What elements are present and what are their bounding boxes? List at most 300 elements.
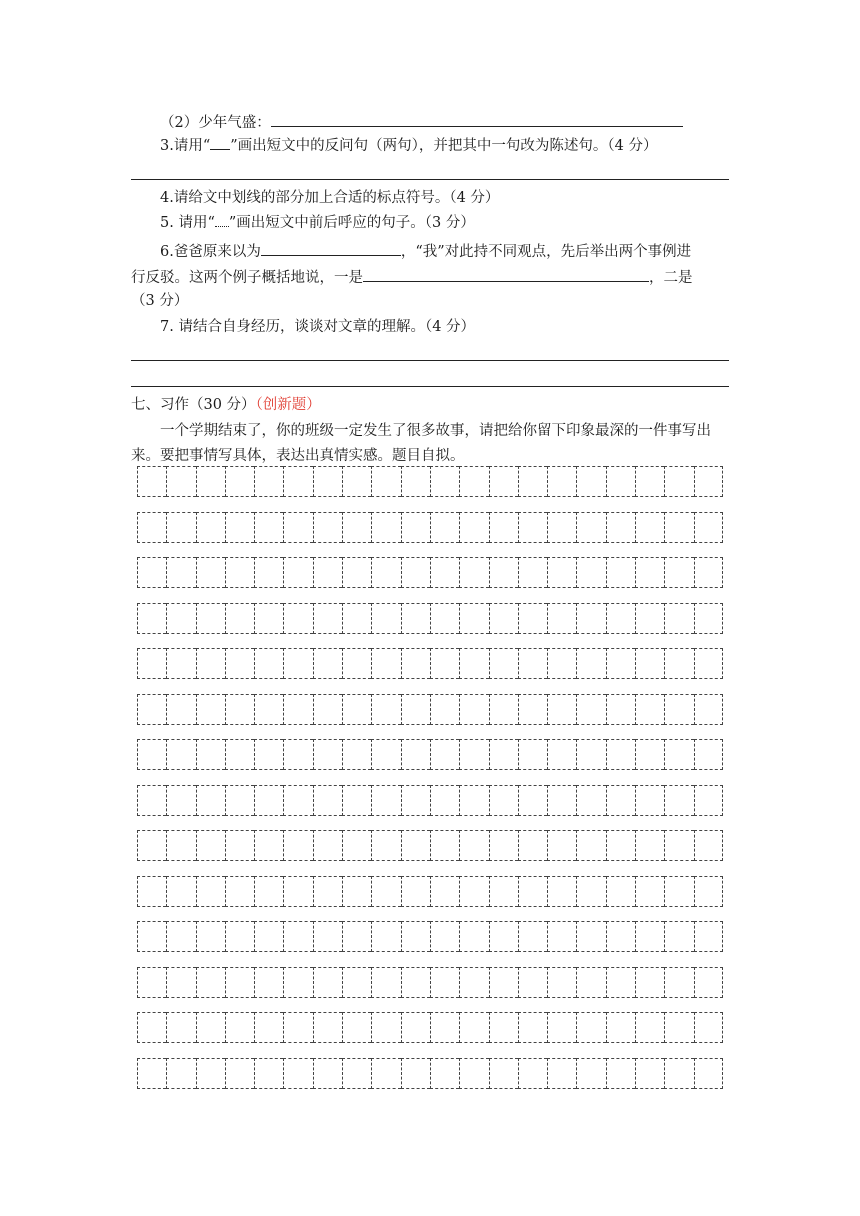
grid-cell[interactable] [489, 466, 518, 497]
grid-cell[interactable] [547, 739, 576, 770]
writing-grid[interactable] [137, 466, 723, 1103]
grid-cell[interactable] [283, 557, 312, 588]
grid-cell[interactable] [401, 921, 430, 952]
grid-cell[interactable] [166, 921, 195, 952]
grid-cell[interactable] [196, 785, 225, 816]
grid-cell[interactable] [342, 785, 371, 816]
grid-cell[interactable] [254, 557, 283, 588]
grid-cell[interactable] [313, 967, 342, 998]
grid-cell[interactable] [547, 830, 576, 861]
grid-cell[interactable] [225, 739, 254, 770]
grid-cell[interactable] [518, 466, 547, 497]
grid-cell[interactable] [371, 1058, 400, 1089]
grid-cell[interactable] [459, 648, 488, 679]
grid-cell[interactable] [430, 785, 459, 816]
grid-cell[interactable] [635, 1012, 664, 1043]
grid-cell[interactable] [576, 557, 605, 588]
grid-cell[interactable] [576, 603, 605, 634]
grid-cell[interactable] [283, 466, 312, 497]
grid-cell[interactable] [401, 967, 430, 998]
grid-cell[interactable] [283, 921, 312, 952]
grid-cell[interactable] [283, 694, 312, 725]
grid-cell[interactable] [430, 603, 459, 634]
grid-row [137, 694, 723, 725]
grid-cell[interactable] [576, 830, 605, 861]
grid-cell[interactable] [342, 921, 371, 952]
grid-cell[interactable] [313, 739, 342, 770]
grid-cell[interactable] [254, 512, 283, 543]
grid-cell[interactable] [576, 876, 605, 907]
grid-cell[interactable] [283, 1058, 312, 1089]
grid-cell[interactable] [489, 648, 518, 679]
grid-cell[interactable] [313, 466, 342, 497]
grid-cell[interactable] [459, 694, 488, 725]
grid-cell[interactable] [518, 785, 547, 816]
grid-cell[interactable] [664, 739, 693, 770]
grid-cell[interactable] [489, 694, 518, 725]
answer-line[interactable] [131, 179, 729, 180]
grid-cell[interactable] [664, 967, 693, 998]
grid-cell[interactable] [489, 1012, 518, 1043]
grid-cell[interactable] [225, 466, 254, 497]
grid-cell[interactable] [430, 466, 459, 497]
grid-cell[interactable] [342, 603, 371, 634]
grid-cell[interactable] [547, 967, 576, 998]
grid-cell[interactable] [430, 967, 459, 998]
grid-cell[interactable] [664, 648, 693, 679]
grid-cell[interactable] [313, 921, 342, 952]
answer-blank[interactable] [363, 266, 649, 282]
grid-cell[interactable] [313, 876, 342, 907]
grid-cell[interactable] [166, 739, 195, 770]
grid-cell[interactable] [635, 648, 664, 679]
grid-cell[interactable] [196, 557, 225, 588]
grid-cell[interactable] [313, 785, 342, 816]
grid-cell[interactable] [225, 876, 254, 907]
grid-cell[interactable] [459, 1058, 488, 1089]
grid-cell[interactable] [606, 921, 635, 952]
grid-cell[interactable] [401, 785, 430, 816]
grid-cell[interactable] [371, 967, 400, 998]
grid-cell[interactable] [635, 557, 664, 588]
grid-cell[interactable] [489, 785, 518, 816]
grid-cell[interactable] [225, 648, 254, 679]
grid-cell[interactable] [342, 1058, 371, 1089]
grid-row [137, 876, 723, 907]
grid-cell[interactable] [254, 603, 283, 634]
grid-cell[interactable] [606, 648, 635, 679]
grid-cell[interactable] [371, 830, 400, 861]
grid-cell[interactable] [166, 830, 195, 861]
grid-cell[interactable] [254, 967, 283, 998]
grid-cell[interactable] [254, 1058, 283, 1089]
grid-cell[interactable] [371, 603, 400, 634]
grid-cell[interactable] [371, 921, 400, 952]
grid-cell[interactable] [430, 694, 459, 725]
question-3-pre: 3.请用“ [160, 138, 211, 154]
grid-cell[interactable] [137, 648, 166, 679]
grid-cell[interactable] [664, 1058, 693, 1089]
grid-cell[interactable] [547, 1058, 576, 1089]
grid-cell[interactable] [254, 921, 283, 952]
grid-cell[interactable] [137, 785, 166, 816]
answer-line[interactable] [131, 360, 729, 361]
grid-cell[interactable] [518, 1058, 547, 1089]
grid-cell[interactable] [459, 739, 488, 770]
grid-cell[interactable] [401, 1058, 430, 1089]
composition-prompt-line1: 一个学期结束了，你的班级一定发生了很多故事，请把给你留下印象最深的一件事写出 [160, 423, 711, 439]
grid-cell[interactable] [518, 1012, 547, 1043]
grid-cell[interactable] [576, 1012, 605, 1043]
grid-cell[interactable] [254, 785, 283, 816]
grid-cell[interactable] [518, 512, 547, 543]
grid-cell[interactable] [371, 557, 400, 588]
grid-cell[interactable] [342, 557, 371, 588]
grid-cell[interactable] [635, 739, 664, 770]
grid-cell[interactable] [489, 876, 518, 907]
grid-cell[interactable] [664, 603, 693, 634]
grid-cell[interactable] [518, 921, 547, 952]
grid-cell[interactable] [283, 830, 312, 861]
grid-cell[interactable] [371, 739, 400, 770]
grid-cell[interactable] [342, 694, 371, 725]
grid-cell[interactable] [137, 557, 166, 588]
grid-cell[interactable] [137, 512, 166, 543]
grid-cell[interactable] [137, 694, 166, 725]
grid-cell[interactable] [342, 1012, 371, 1043]
grid-cell[interactable] [166, 557, 195, 588]
grid-cell[interactable] [576, 648, 605, 679]
grid-cell[interactable] [694, 648, 723, 679]
grid-cell[interactable] [547, 603, 576, 634]
grid-cell[interactable] [401, 603, 430, 634]
grid-cell[interactable] [166, 967, 195, 998]
grid-cell[interactable] [664, 694, 693, 725]
grid-cell[interactable] [196, 739, 225, 770]
grid-cell[interactable] [166, 694, 195, 725]
grid-cell[interactable] [401, 1012, 430, 1043]
grid-row [137, 1012, 723, 1043]
grid-cell[interactable] [635, 967, 664, 998]
grid-cell[interactable] [518, 739, 547, 770]
grid-cell[interactable] [606, 512, 635, 543]
grid-cell[interactable] [166, 1058, 195, 1089]
grid-cell[interactable] [225, 512, 254, 543]
grid-cell[interactable] [401, 512, 430, 543]
question-2-2 [160, 111, 683, 133]
grid-cell[interactable] [576, 694, 605, 725]
grid-cell[interactable] [401, 648, 430, 679]
grid-cell[interactable] [547, 876, 576, 907]
grid-cell[interactable] [606, 739, 635, 770]
grid-cell[interactable] [283, 603, 312, 634]
grid-cell[interactable] [664, 557, 693, 588]
grid-cell[interactable] [313, 512, 342, 543]
grid-cell[interactable] [606, 1058, 635, 1089]
grid-cell[interactable] [342, 876, 371, 907]
grid-cell[interactable] [518, 557, 547, 588]
grid-cell[interactable] [694, 830, 723, 861]
grid-cell[interactable] [459, 921, 488, 952]
grid-cell[interactable] [430, 830, 459, 861]
grid-cell[interactable] [166, 876, 195, 907]
grid-cell[interactable] [694, 557, 723, 588]
grid-cell[interactable] [694, 739, 723, 770]
grid-cell[interactable] [547, 466, 576, 497]
grid-cell[interactable] [313, 1058, 342, 1089]
grid-cell[interactable] [430, 648, 459, 679]
grid-cell[interactable] [313, 1012, 342, 1043]
grid-cell[interactable] [459, 512, 488, 543]
grid-cell[interactable] [401, 466, 430, 497]
grid-cell[interactable] [137, 466, 166, 497]
grid-cell[interactable] [606, 466, 635, 497]
grid-cell[interactable] [606, 1012, 635, 1043]
grid-cell[interactable] [635, 785, 664, 816]
grid-cell[interactable] [371, 694, 400, 725]
grid-cell[interactable] [371, 648, 400, 679]
grid-cell[interactable] [430, 1012, 459, 1043]
grid-cell[interactable] [254, 830, 283, 861]
grid-cell[interactable] [225, 557, 254, 588]
grid-cell[interactable] [664, 1012, 693, 1043]
grid-cell[interactable] [606, 694, 635, 725]
grid-cell[interactable] [489, 512, 518, 543]
grid-cell[interactable] [664, 512, 693, 543]
grid-cell[interactable] [694, 603, 723, 634]
grid-cell[interactable] [489, 1058, 518, 1089]
grid-cell[interactable] [196, 967, 225, 998]
grid-cell[interactable] [635, 512, 664, 543]
grid-cell[interactable] [166, 785, 195, 816]
grid-cell[interactable] [254, 694, 283, 725]
grid-cell[interactable] [371, 785, 400, 816]
grid-cell[interactable] [225, 830, 254, 861]
grid-cell[interactable] [694, 1012, 723, 1043]
grid-cell[interactable] [137, 830, 166, 861]
grid-cell[interactable] [547, 648, 576, 679]
grid-cell[interactable] [225, 1012, 254, 1043]
grid-cell[interactable] [166, 648, 195, 679]
grid-cell[interactable] [166, 466, 195, 497]
grid-cell[interactable] [401, 876, 430, 907]
grid-row [137, 512, 723, 543]
grid-cell[interactable] [694, 921, 723, 952]
grid-cell[interactable] [576, 785, 605, 816]
grid-cell[interactable] [576, 1058, 605, 1089]
grid-cell[interactable] [342, 648, 371, 679]
grid-cell[interactable] [371, 1012, 400, 1043]
grid-cell[interactable] [137, 921, 166, 952]
grid-cell[interactable] [430, 1058, 459, 1089]
grid-cell[interactable] [694, 876, 723, 907]
grid-cell[interactable] [547, 512, 576, 543]
grid-cell[interactable] [430, 921, 459, 952]
grid-cell[interactable] [606, 785, 635, 816]
grid-cell[interactable] [489, 921, 518, 952]
grid-cell[interactable] [313, 648, 342, 679]
grid-cell[interactable] [283, 1012, 312, 1043]
grid-cell[interactable] [635, 921, 664, 952]
grid-cell[interactable] [254, 466, 283, 497]
grid-cell[interactable] [196, 876, 225, 907]
grid-cell[interactable] [283, 967, 312, 998]
grid-cell[interactable] [313, 557, 342, 588]
grid-cell[interactable] [459, 967, 488, 998]
grid-cell[interactable] [547, 694, 576, 725]
grid-cell[interactable] [430, 557, 459, 588]
grid-cell[interactable] [371, 512, 400, 543]
grid-cell[interactable] [459, 603, 488, 634]
grid-cell[interactable] [196, 466, 225, 497]
grid-cell[interactable] [664, 876, 693, 907]
grid-cell[interactable] [576, 967, 605, 998]
grid-cell[interactable] [430, 739, 459, 770]
grid-cell[interactable] [576, 921, 605, 952]
grid-cell[interactable] [606, 967, 635, 998]
grid-cell[interactable] [313, 830, 342, 861]
grid-cell[interactable] [606, 830, 635, 861]
grid-cell[interactable] [137, 1058, 166, 1089]
grid-cell[interactable] [547, 921, 576, 952]
grid-cell[interactable] [166, 1012, 195, 1043]
grid-cell[interactable] [518, 648, 547, 679]
grid-cell[interactable] [430, 876, 459, 907]
grid-cell[interactable] [606, 603, 635, 634]
grid-cell[interactable] [635, 466, 664, 497]
grid-cell[interactable] [196, 694, 225, 725]
answer-blank[interactable] [271, 111, 683, 127]
grid-cell[interactable] [137, 876, 166, 907]
grid-cell[interactable] [547, 785, 576, 816]
grid-cell[interactable] [313, 603, 342, 634]
grid-cell[interactable] [547, 557, 576, 588]
grid-cell[interactable] [606, 557, 635, 588]
grid-cell[interactable] [576, 739, 605, 770]
grid-cell[interactable] [694, 1058, 723, 1089]
grid-cell[interactable] [459, 557, 488, 588]
grid-cell[interactable] [225, 603, 254, 634]
grid-cell[interactable] [635, 603, 664, 634]
grid-cell[interactable] [401, 830, 430, 861]
grid-cell[interactable] [283, 512, 312, 543]
grid-cell[interactable] [430, 512, 459, 543]
grid-cell[interactable] [283, 876, 312, 907]
grid-cell[interactable] [664, 830, 693, 861]
grid-cell[interactable] [635, 1058, 664, 1089]
grid-cell[interactable] [401, 739, 430, 770]
grid-cell[interactable] [694, 512, 723, 543]
grid-cell[interactable] [489, 739, 518, 770]
grid-cell[interactable] [664, 785, 693, 816]
question-7: 7. 请结合自身经历，谈谈对文章的理解。（4 分） [160, 319, 476, 335]
grid-cell[interactable] [459, 876, 488, 907]
grid-cell[interactable] [694, 967, 723, 998]
grid-cell[interactable] [518, 694, 547, 725]
grid-cell[interactable] [196, 603, 225, 634]
grid-cell[interactable] [518, 876, 547, 907]
answer-line[interactable] [131, 386, 729, 387]
grid-cell[interactable] [196, 1058, 225, 1089]
grid-cell[interactable] [196, 648, 225, 679]
grid-cell[interactable] [342, 512, 371, 543]
grid-cell[interactable] [166, 603, 195, 634]
grid-cell[interactable] [313, 694, 342, 725]
grid-cell[interactable] [576, 512, 605, 543]
grid-cell[interactable] [547, 1012, 576, 1043]
grid-cell[interactable] [459, 830, 488, 861]
grid-cell[interactable] [489, 557, 518, 588]
grid-cell[interactable] [342, 739, 371, 770]
grid-cell[interactable] [166, 512, 195, 543]
question-6-part3: 行反驳。这两个例子概括地说，一是 [131, 270, 363, 286]
grid-cell[interactable] [371, 466, 400, 497]
grid-cell[interactable] [225, 967, 254, 998]
grid-cell[interactable] [225, 785, 254, 816]
grid-cell[interactable] [196, 1012, 225, 1043]
grid-cell[interactable] [196, 830, 225, 861]
grid-cell[interactable] [196, 921, 225, 952]
question-6-part4: ，二是 [649, 270, 693, 286]
grid-cell[interactable] [225, 921, 254, 952]
grid-cell[interactable] [664, 921, 693, 952]
grid-cell[interactable] [459, 1012, 488, 1043]
grid-cell[interactable] [137, 603, 166, 634]
grid-cell[interactable] [635, 830, 664, 861]
grid-cell[interactable] [606, 876, 635, 907]
grid-cell[interactable] [283, 785, 312, 816]
grid-cell[interactable] [459, 785, 488, 816]
question-6-part2: ，“我”对此持不同观点，先后举出两个事例进 [400, 244, 692, 260]
grid-cell[interactable] [254, 876, 283, 907]
grid-cell[interactable] [694, 785, 723, 816]
grid-cell[interactable] [518, 603, 547, 634]
grid-cell[interactable] [459, 466, 488, 497]
grid-cell[interactable] [371, 876, 400, 907]
grid-cell[interactable] [137, 739, 166, 770]
grid-cell[interactable] [225, 694, 254, 725]
grid-cell[interactable] [254, 1012, 283, 1043]
grid-cell[interactable] [635, 694, 664, 725]
grid-cell[interactable] [401, 557, 430, 588]
grid-cell[interactable] [196, 512, 225, 543]
grid-cell[interactable] [489, 603, 518, 634]
grid-cell[interactable] [694, 466, 723, 497]
grid-cell[interactable] [283, 739, 312, 770]
grid-cell[interactable] [401, 694, 430, 725]
grid-cell[interactable] [342, 830, 371, 861]
grid-cell[interactable] [518, 830, 547, 861]
grid-cell[interactable] [283, 648, 312, 679]
grid-cell[interactable] [342, 466, 371, 497]
grid-cell[interactable] [342, 967, 371, 998]
grid-cell[interactable] [489, 967, 518, 998]
grid-cell[interactable] [635, 876, 664, 907]
grid-cell[interactable] [254, 648, 283, 679]
innovation-tag: （创新题） [255, 397, 321, 413]
grid-cell[interactable] [576, 466, 605, 497]
grid-cell[interactable] [137, 967, 166, 998]
grid-cell[interactable] [489, 830, 518, 861]
grid-cell[interactable] [137, 1012, 166, 1043]
grid-cell[interactable] [694, 694, 723, 725]
answer-blank[interactable] [261, 240, 401, 256]
grid-cell[interactable] [254, 739, 283, 770]
grid-cell[interactable] [225, 1058, 254, 1089]
grid-cell[interactable] [664, 466, 693, 497]
grid-cell[interactable] [518, 967, 547, 998]
question-6-line3: （3 分） [131, 293, 189, 309]
